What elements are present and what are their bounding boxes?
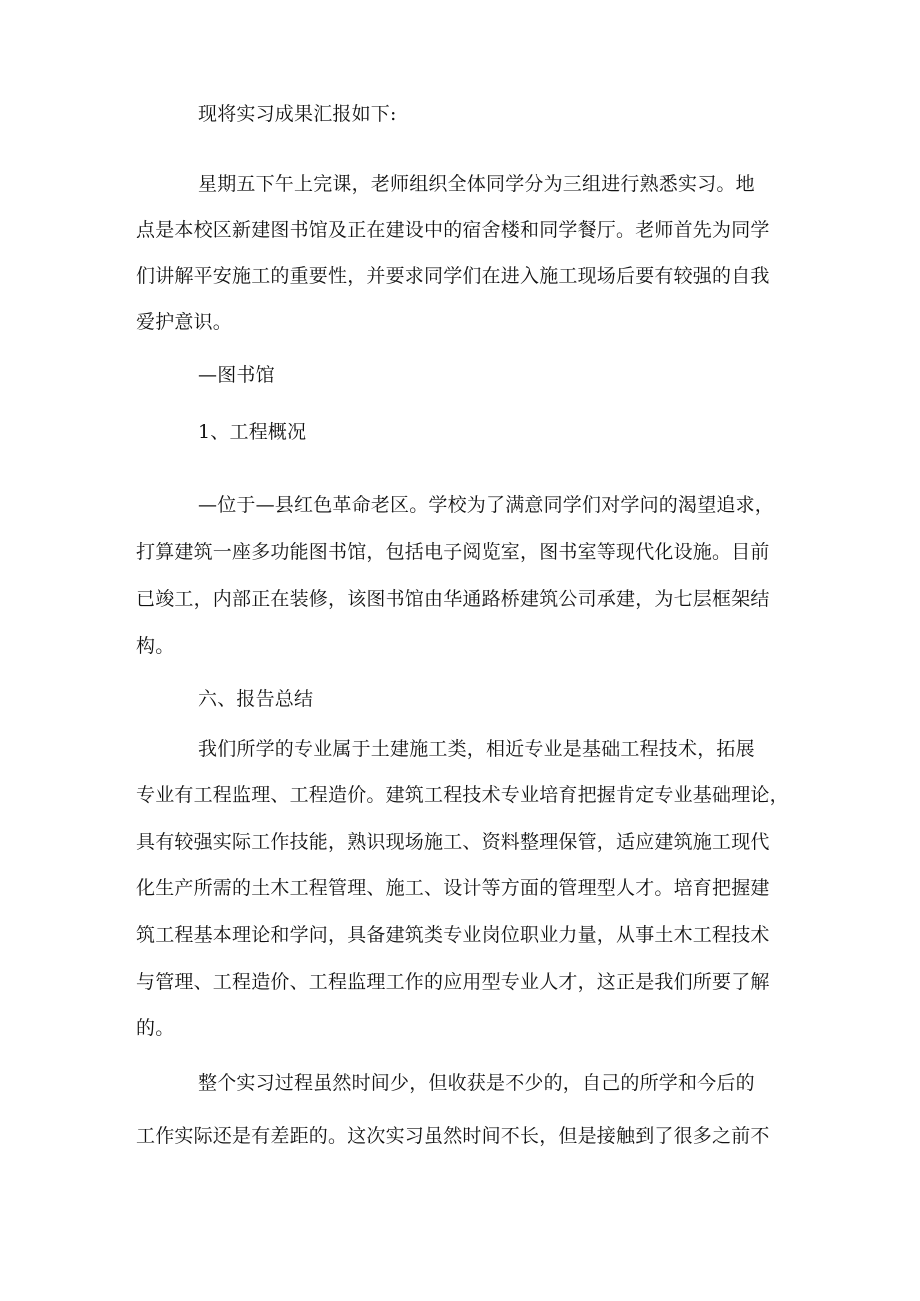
overview-paragraph-line: 已竣工，内部正在装修，该图书馆由华通路桥建筑公司承建，为七层框架结 bbox=[136, 588, 770, 610]
intro-line: 现将实习成果汇报如下: bbox=[198, 103, 397, 125]
summary-paragraph-line: 专业有工程监理、工程造价。建筑工程技术专业培育把握肯定专业基础理论， bbox=[136, 784, 789, 806]
section-heading-library: —图书馆 bbox=[198, 364, 275, 386]
conclusion-paragraph-line: 工作实际还是有差距的。这次实习虽然时间不长，但是接触到了很多之前不 bbox=[136, 1125, 770, 1147]
summary-paragraph-line: 的。 bbox=[136, 1017, 175, 1039]
conclusion-paragraph-line: 整个实习过程虽然时间少，但收获是不少的，自己的所学和今后的 bbox=[198, 1072, 755, 1094]
overview-paragraph-line: —位于—县红色革命老区。学校为了满意同学们对学问的渴望追求， bbox=[198, 494, 775, 516]
practice-paragraph-line: 爱护意识。 bbox=[136, 311, 233, 333]
summary-paragraph-line: 化生产所需的土木工程管理、施工、设计等方面的管理型人才。培育把握建 bbox=[136, 877, 770, 899]
summary-paragraph-line: 我们所学的专业属于土建施工类，相近专业是基础工程技术，拓展 bbox=[198, 738, 755, 760]
practice-paragraph-line: 们讲解平安施工的重要性，并要求同学们在进入施工现场后要有较强的自我 bbox=[136, 265, 770, 287]
subsection-heading-overview: 1、工程概况 bbox=[198, 421, 307, 443]
summary-paragraph-line: 与管理、工程造价、工程监理工作的应用型专业人才，这正是我们所要了解 bbox=[136, 971, 770, 993]
summary-paragraph-line: 筑工程基本理论和学问，具备建筑类专业岗位职业力量，从事土木工程技术 bbox=[136, 924, 770, 946]
overview-paragraph-line: 构。 bbox=[136, 635, 175, 657]
practice-paragraph-line: 星期五下午上完课，老师组织全体同学分为三组进行熟悉实习。地 bbox=[198, 173, 755, 195]
practice-paragraph-line: 点是本校区新建图书馆及正在建设中的宿舍楼和同学餐厅。老师首先为同学 bbox=[136, 219, 770, 241]
overview-paragraph-line: 打算建筑一座多功能图书馆，包括电子阅览室，图书室等现代化设施。目前 bbox=[136, 541, 770, 563]
summary-paragraph-line: 具有较强实际工作技能，熟识现场施工、资料整理保管，适应建筑施工现代 bbox=[136, 831, 770, 853]
section-heading-summary: 六、报告总结 bbox=[198, 688, 314, 710]
